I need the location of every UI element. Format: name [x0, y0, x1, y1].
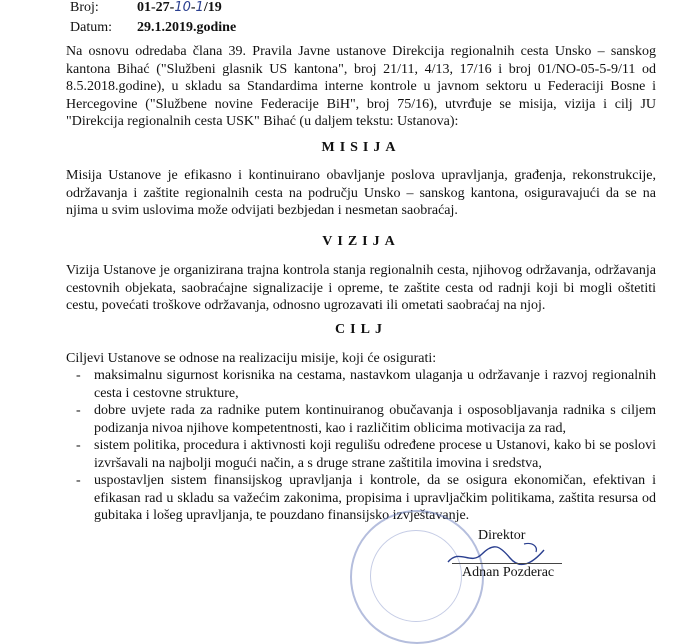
misija-heading: MISIJA [321, 140, 401, 155]
signature-line [452, 563, 562, 564]
cilj-heading: CILJ [335, 322, 387, 337]
intro-text: Na osnovu odredaba člana 39. Pravila Javne ustanove Direkcija regionalnih cesta Unsko – sanskog kantona Bihać ("Službeni glasnik US kantona", broj 21/11, 4/13, 17/16 i broj 01/NO-05-5-9/11 od 8.5.2018.godine), u skladu sa Standardima interne kontrole u javnom sektoru u Federaciji Bosne i Hercegovine ("Službene novine Federacije BiH", broj 75/16), utvrđuje se misija, vizija i cilj JU "Direkcija regionalnih cesta USK" Bihać (u daljem tekstu: Ustanova): [66, 44, 656, 129]
list-item-text: sistem politika, procedura i aktivnosti koji regulišu određene procese u Ustanovi, kako bi se poslovi izvršavali na najbolji mogući način, a s druge strane zaštitila imovina i sredstva, [94, 438, 656, 471]
broj-suffix: /19 [203, 0, 222, 15]
broj-label: Broj: [70, 0, 99, 15]
cilj-list [66, 367, 656, 525]
vizija-heading: VIZIJA [322, 234, 400, 249]
list-item [66, 472, 656, 525]
list-item-text: uspostavljen sistem finansijskog upravljanja i kontrole, da se osigura ekonomičan, efektivan i efikasan rad u skladu sa važećim zakonima, propisima i upravljačkim politikama, zaštita resursa od gubitaka i lošeg upravljanja, te pouzdano finansijsko izvještavanje. [94, 473, 656, 523]
list-item-text: dobre uvjete rada za radnike putem kontinuiranog obučavanja i osposobljavanja radnika s ciljem podizanja nivoa njihove kompetentnosti, kao i različitim oblicima motivacija za rad, [94, 403, 656, 436]
vizija-paragraph [66, 262, 656, 315]
broj-prefix: 01-27- [137, 0, 175, 15]
datum-value: 29.1.2019.godine [137, 20, 237, 35]
broj-value [137, 0, 222, 16]
list-item [66, 367, 656, 402]
list-item [66, 437, 656, 472]
director-name: Adnan Pozderac [462, 565, 555, 580]
list-item [66, 402, 656, 437]
vizija-text: Vizija Ustanove je organizirana trajna kontrola stanja regionalnih cesta, njihovog održavanja, održavanja cestovnih objekata, saobraćajne signalizacije i opreme, te zaštite cesta od radnji koji bi mogli oštetiti cestu, povećati troškove održavanja, odnosno ugrozavati ili ometati saobraćaj na njoj. [66, 263, 656, 313]
bullet-dash: - [76, 403, 81, 418]
bullet-dash: - [76, 368, 81, 383]
list-item-text: maksimalnu sigurnost korisnika na cestama, nastavkom ulaganja u održavanje i razvoj regionalnih cesta i cestovne strukture, [94, 368, 656, 401]
bullet-dash: - [76, 473, 81, 488]
broj-separator: - [190, 0, 196, 15]
cilj-intro-text: Ciljevi Ustanove se odnose na realizaciju misije, koji će osigurati: [66, 351, 437, 366]
misija-paragraph [66, 167, 656, 220]
director-title: Direktor [478, 528, 526, 543]
broj-handwritten-2: 1 [195, 0, 204, 15]
bullet-dash: - [76, 438, 81, 453]
misija-text: Misija Ustanove je efikasno i kontinuirano obavljanje poslova upravljanja, građenja, rekonstrukcije, održavanja i zaštite regionalnih cesta na području Unsko – sanskog kantona, osiguravajući da se na njima u svim uslovima može odvijati bezbjedan i nesmetan saobraćaj. [66, 168, 656, 218]
broj-handwritten-1: 10 [174, 0, 191, 15]
datum-label: Datum: [70, 20, 112, 35]
intro-paragraph [66, 43, 656, 131]
cilj-intro [66, 350, 656, 368]
